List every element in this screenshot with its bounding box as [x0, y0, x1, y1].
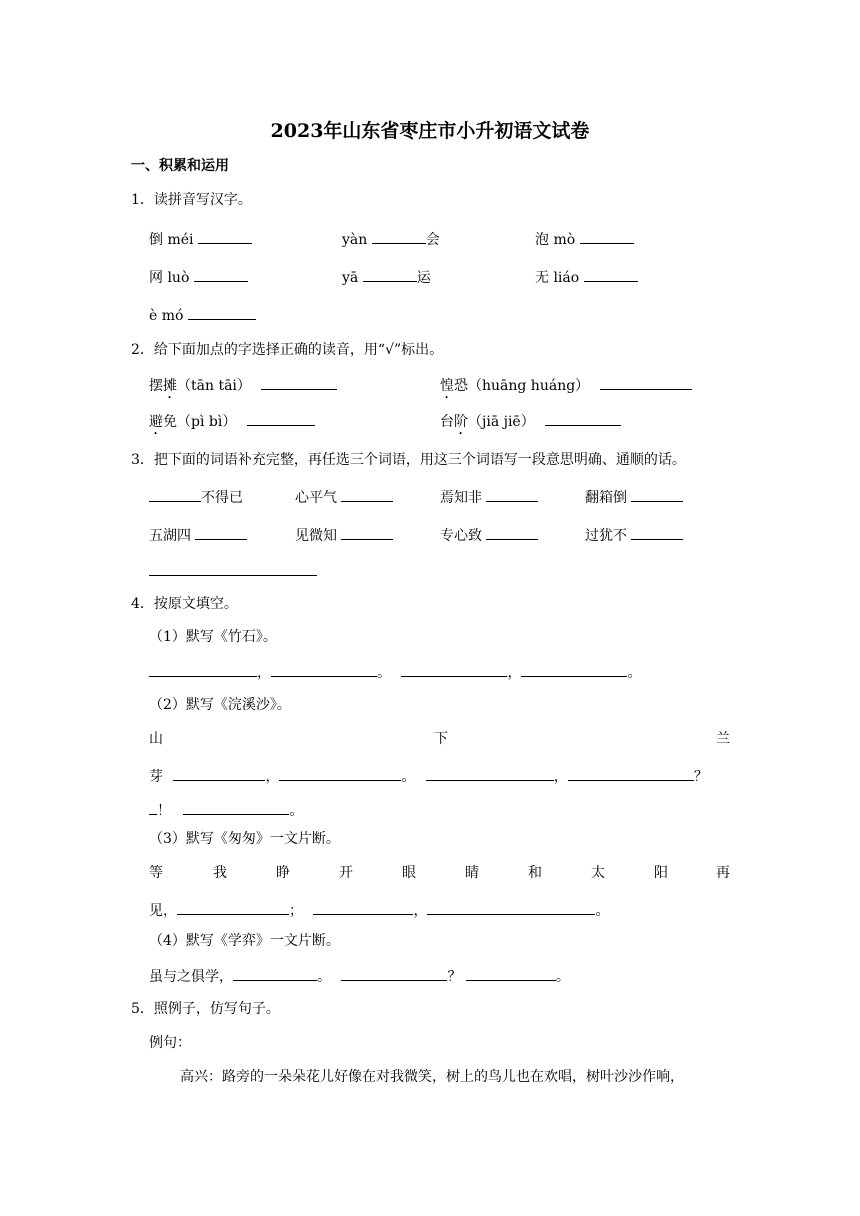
section-heading: 一、积累和运用	[131, 158, 229, 174]
q3-item	[585, 525, 683, 545]
q4-sub2-char: 兰	[716, 731, 730, 747]
q3-item	[585, 487, 683, 507]
question-4-stem: 4．按原文填空。	[131, 596, 238, 612]
q1-item-daomei	[149, 229, 252, 249]
q1-suffix: 会	[425, 232, 440, 248]
prose-text: 虽与之俱学，	[149, 969, 233, 985]
q4-sub3-label: （3）默写《匆匆》一文片断。	[149, 831, 340, 847]
q4-sub4-line	[149, 966, 570, 986]
q1-item-paomo	[535, 229, 634, 249]
answer-blank[interactable]	[486, 487, 538, 502]
answer-blank[interactable]	[188, 305, 256, 320]
q1-suffix: 运	[416, 270, 431, 286]
q4-sub3-char: 睁	[276, 865, 290, 881]
punct: ，	[265, 769, 280, 785]
dotted-char: 惶	[440, 378, 454, 394]
answer-blank[interactable]	[427, 900, 595, 915]
q4-sub3-line2	[149, 900, 609, 920]
idiom-fragment: 翻箱倒	[585, 490, 627, 506]
poem-char: 芽	[149, 769, 163, 785]
punct: ？	[693, 769, 708, 785]
punct: ，	[257, 665, 271, 681]
answer-blank[interactable]	[183, 800, 289, 815]
answer-blank[interactable]	[341, 966, 447, 981]
answer-blank[interactable]	[363, 267, 417, 282]
q2-item-huangkong	[440, 375, 692, 402]
q2-pre: 台	[440, 414, 454, 430]
idiom-fragment: 不得已	[201, 490, 243, 506]
punct: 。	[555, 969, 570, 985]
answer-blank[interactable]	[631, 487, 683, 502]
q1-item-yayun	[342, 267, 431, 287]
q2-options: 免（pì bì）	[163, 414, 237, 430]
answer-blank[interactable]	[545, 411, 621, 426]
q1-prompt: yàn	[342, 232, 368, 248]
q4-sub3-char: 阳	[654, 865, 668, 881]
example-sentence: 高兴：路旁的一朵朵花儿好像在对我微笑，树上的鸟儿也在欢唱，树叶沙沙作响，	[180, 1069, 684, 1085]
q4-sub3-char: 再	[716, 865, 730, 881]
q4-sub3-char: 和	[528, 865, 542, 881]
question-2-stem: 2．给下面加点的字选择正确的读音，用“√”标出。	[131, 342, 444, 358]
q1-prompt: 泡 mò	[535, 232, 576, 248]
q4-sub4-label: （4）默写《学弈》一文片断。	[149, 933, 340, 949]
answer-blank[interactable]	[600, 375, 692, 390]
q1-item-emo	[149, 305, 256, 325]
answer-blank[interactable]	[279, 766, 401, 781]
idiom-fragment: 专心致	[440, 528, 482, 544]
q1-prompt: yā	[342, 270, 359, 286]
answer-blank[interactable]	[149, 487, 201, 502]
q4-sub2-line2	[149, 766, 708, 786]
answer-blank[interactable]	[177, 900, 289, 915]
q3-item	[295, 525, 393, 545]
q4-sub3-char: 等	[149, 865, 163, 881]
punct: ，	[553, 769, 568, 785]
q4-sub3-char: 我	[213, 865, 227, 881]
q1-prompt: 倒 méi	[149, 232, 194, 248]
dotted-char: 避	[149, 414, 163, 430]
answer-blank[interactable]	[341, 487, 393, 502]
q4-sub1-blanks	[149, 662, 641, 682]
q1-item-yanhui	[342, 229, 440, 249]
answer-blank[interactable]	[584, 267, 638, 282]
answer-blank[interactable]	[580, 229, 634, 244]
idiom-fragment: 心平气	[295, 490, 337, 506]
answer-blank[interactable]	[568, 766, 694, 781]
q2-options: （tān tāi）	[177, 378, 251, 394]
q2-options: 恐（huāng huáng）	[454, 378, 590, 394]
answer-blank[interactable]	[401, 662, 507, 677]
q3-item	[440, 525, 538, 545]
punct: ，	[413, 903, 428, 919]
q2-item-taijie	[440, 411, 621, 438]
answer-blank[interactable]	[466, 966, 556, 981]
dotted-char: 摊	[163, 378, 177, 394]
idiom-fragment: 焉知非	[440, 490, 482, 506]
q4-sub2-label: （2）默写《浣溪沙》。	[149, 697, 291, 713]
q2-item-bimian	[149, 411, 315, 438]
q4-sub1-label: （1）默写《竹石》。	[149, 629, 277, 645]
q4-sub3-char: 睛	[465, 865, 479, 881]
answer-blank[interactable]	[313, 900, 413, 915]
q1-prompt: è mó	[149, 308, 184, 324]
answer-blank[interactable]	[486, 525, 538, 540]
punct: ？	[447, 969, 462, 985]
answer-blank[interactable]	[233, 966, 317, 981]
prose-text: 见，	[149, 903, 177, 919]
q4-sub3-char: 开	[339, 865, 353, 881]
question-1-stem: 1．读拼音写汉字。	[131, 192, 252, 208]
q2-options: （jiā jiē）	[468, 414, 535, 430]
answer-blank[interactable]	[149, 800, 157, 815]
answer-blank[interactable]	[261, 375, 337, 390]
punct: 。	[289, 803, 304, 819]
punct: 。	[595, 903, 610, 919]
q4-sub3-char: 太	[591, 865, 605, 881]
answer-blank[interactable]	[426, 766, 554, 781]
q4-sub3-char: 眼	[402, 865, 416, 881]
q3-item	[295, 487, 393, 507]
page-title: 2023年山东省枣庄市小升初语文试卷	[270, 120, 590, 142]
answer-blank[interactable]	[198, 229, 252, 244]
q3-writing-line	[149, 561, 317, 581]
example-label: 例句：	[149, 1035, 191, 1051]
q1-item-wuliao	[535, 267, 638, 287]
q1-item-wangluo	[149, 267, 248, 287]
punct: 。	[627, 665, 642, 681]
q2-pre: 摆	[149, 378, 163, 394]
idiom-fragment: 五湖四	[149, 528, 191, 544]
q2-item-baitan	[149, 375, 337, 402]
answer-blank[interactable]	[194, 267, 248, 282]
answer-blank[interactable]	[195, 525, 247, 540]
answer-blank[interactable]	[271, 662, 377, 677]
q4-sub2-char: 山	[149, 731, 163, 747]
answer-blank[interactable]	[247, 411, 315, 426]
idiom-fragment: 见微知	[295, 528, 337, 544]
question-3-stem: 3．把下面的词语补充完整，再任选三个词语，用这三个词语写一段意思明确、通顺的话。	[131, 452, 686, 468]
q1-prompt: 网 luò	[149, 270, 190, 286]
punct: 。	[401, 769, 416, 785]
answer-blank[interactable]	[372, 229, 426, 244]
punct: ，	[507, 665, 522, 681]
question-5-stem: 5．照例子，仿写句子。	[131, 1001, 280, 1017]
answer-blank[interactable]	[173, 766, 265, 781]
punct: 。	[317, 969, 331, 985]
punct: ！	[157, 803, 171, 819]
answer-blank[interactable]	[521, 662, 627, 677]
q3-item	[149, 487, 243, 507]
idiom-fragment: 过犹不	[585, 528, 627, 544]
q1-prompt: 无 liáo	[535, 270, 580, 286]
answer-blank[interactable]	[631, 525, 683, 540]
q3-item	[149, 525, 247, 545]
answer-blank[interactable]	[149, 561, 317, 576]
q4-sub2-char: 下	[434, 731, 448, 747]
punct: 。	[377, 665, 391, 681]
answer-blank[interactable]	[149, 662, 257, 677]
q4-sub2-line3	[149, 800, 303, 820]
answer-blank[interactable]	[341, 525, 393, 540]
dotted-char: 阶	[454, 414, 468, 430]
q3-item	[440, 487, 538, 507]
punct: ；	[289, 903, 303, 919]
